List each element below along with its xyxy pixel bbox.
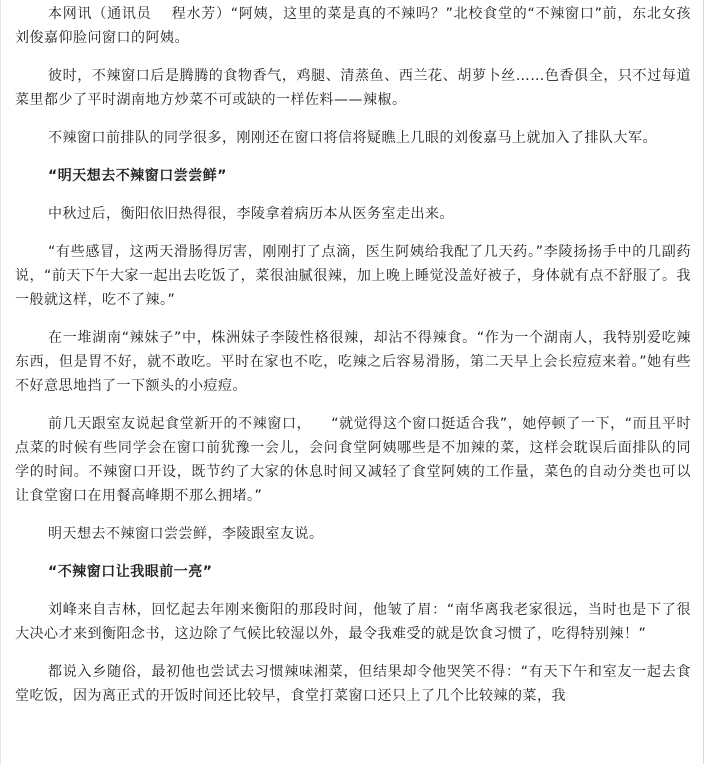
byline-reporter-label: 本网讯（通讯员 [48, 6, 152, 22]
news-article [15, 0, 691, 708]
paragraph-hunan-girl: 在一堆湖南“辣妹子”中，株洲妹子李陵性格很辣，却沾不得辣食。“作为一个湖南人，我特别爱吃辣东西，但是胃不好，就不敢吃。平时在家也不吃，吃辣之后容易滑肠，第二天早上会长痘痘来着。”她有些不好意思地挡了一下额头的小痘痘。 [15, 330, 691, 394]
paragraph-mid-autumn: 中秋过后，衡阳依旧热得很，李陵拿着病历本从医务室走出来。 [48, 206, 454, 222]
section-heading-2: “不辣窗口让我眼前一亮” [48, 564, 213, 580]
roommate-talk-quote: “就觉得这个窗口挺适合我”，她停顿了一下，“而且平时点菜的时候有些同学会在窗口前犹豫一会儿，会问食堂阿姨哪些是不加辣的菜，这样会耽误后面排队的同学的时间。不辣窗口开设，既节约了大家的休息时间又减轻了食堂阿姨的工作量，菜色的自动分类也可以让食堂窗口在用餐高峰期不那么拥堵。” [15, 416, 692, 504]
paragraph-cold-quote: “有些感冒，这两天滑肠得厉害，刚刚打了点滴，医生阿姨给我配了几天药。”李陵扬扬手中的几副药说，“前天下午大家一起出去吃饭了，菜很油腻很辣，加上晚上睡觉没盖好被子，身体就有点不舒服了。我一般就这样，吃不了辣。” [15, 244, 691, 308]
paragraph-queue: 不辣窗口前排队的同学很多，刚刚还在窗口将信将疑瞧上几眼的刘俊嘉马上就加入了排队大军。 [48, 130, 657, 146]
paragraph-roommate-talk [15, 412, 691, 508]
paragraph-intro [15, 2, 691, 50]
intro-text: 程水芳）“阿姨，这里的菜是真的不辣吗？”北校食堂的“不辣窗口”前，东北女孩刘俊嘉仰脸问窗口的阿姨。 [15, 6, 691, 46]
paragraph-tomorrow: 明天想去不辣窗口尝尝鲜，李陵跟室友说。 [48, 526, 324, 542]
section-heading-1: “明天想去不辣窗口尝尝鲜” [48, 168, 227, 184]
roommate-talk-lead: 前几天跟室友说起食堂新开的不辣窗口， [48, 416, 312, 432]
paragraph-jilin: 刘峰来自吉林，回忆起去年刚来衡阳的那段时间，他皱了眉：“南华离我老家很远，当时也是下了很大决心才来到衡阳念书，这边除了气候比较湿以外，最令我难受的就是饮食习惯了，吃得特别辣！” [15, 602, 691, 642]
paragraph-window-scene: 彼时，不辣窗口后是腾腾的食物香气，鸡腿、清蒸鱼、西兰花、胡萝卜丝……色香俱全，只不过每道菜里都少了平时湖南地方炒菜不可或缺的一样佐料——辣椒。 [15, 68, 691, 108]
paragraph-when-in-rome: 都说入乡随俗，最初他也尝试去习惯辣味湘菜，但结果却令他哭笑不得：“有天下午和室友一起去食堂吃饭，因为离正式的开饭时间还比较早，食堂打菜窗口还只上了几个比较辣的菜，我 [15, 664, 691, 704]
